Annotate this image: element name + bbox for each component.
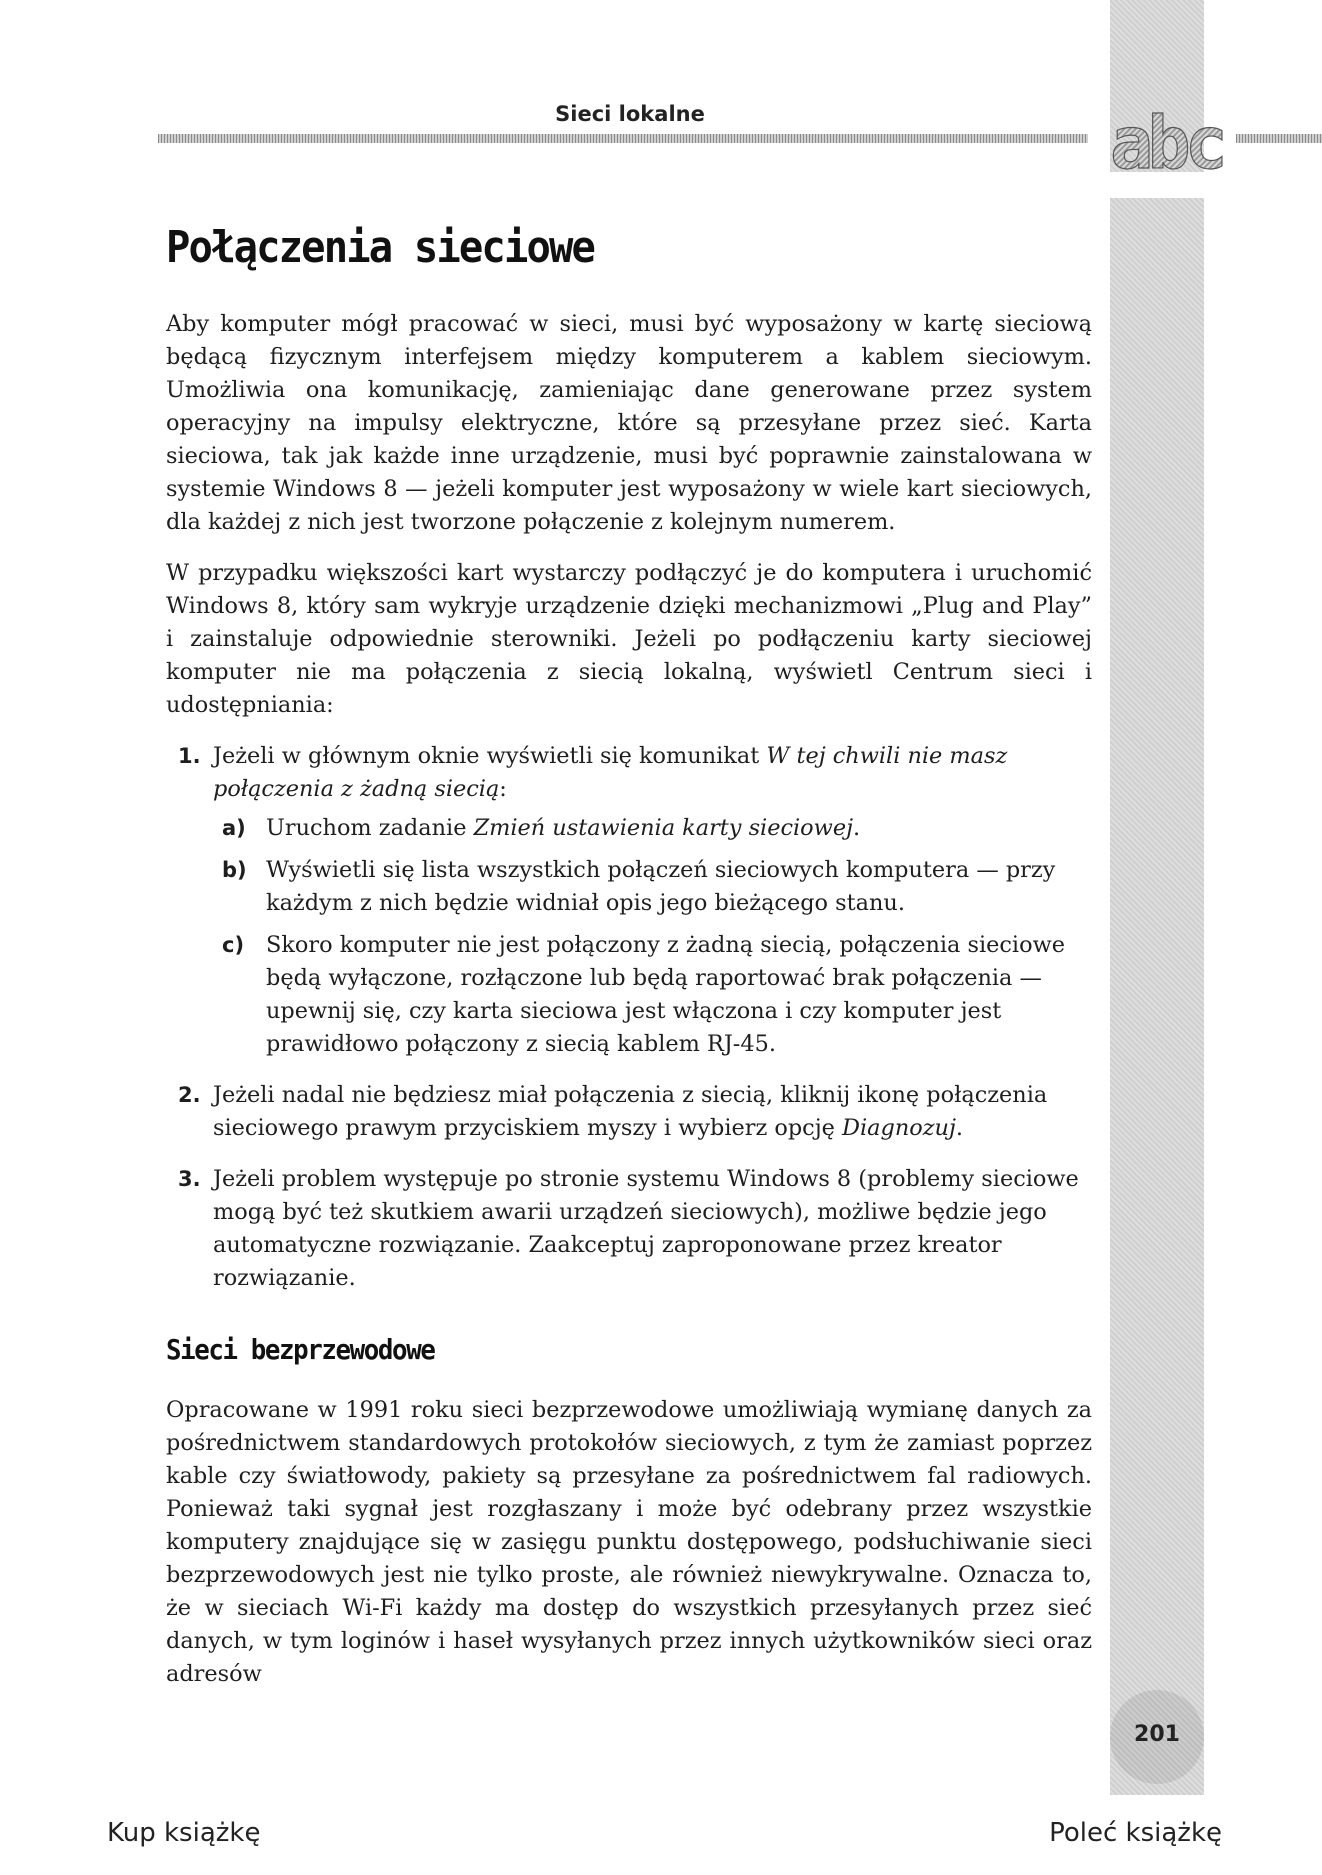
paragraph: W przypadku większości kart wystarczy podłączyć je do komputera i uruchomić Windows 8, który sam wykryje urządzenie dzięki mechanizmowi „Plug and Play” i zainstaluje odpowiednie sterowniki. Jeżeli po podłączeniu karty sieciowej komputer nie ma połączenia z siecią lokalną, wyświetl Centrum sieci i udostępniania: (166, 560, 1092, 718)
substep-item (213, 854, 1092, 920)
substep-letter: a) (222, 816, 246, 840)
paragraph: Aby komputer mógł pracować w sieci, musi być wyposażony w kartę sieciową będącą fizycznym interfejsem między komputerem a kablem sieciowym. Umożliwia ona komunikację, zamieniając dane generowane przez system operacyjny na impulsy elektryczne, które są przesyłane przez sieć. Karta sieciowa, tak jak każde inne urządzenie, musi być poprawnie zainstalowana w systemie Windows 8 — jeżeli komputer jest wyposażony w wiele kart sieciowych, dla każdej z nich jest tworzone połączenie z kolejnym numerem. (166, 311, 1092, 535)
substep-item (213, 812, 1092, 845)
chapter-title: Połączenia sieciowe (166, 222, 595, 273)
substep-item (213, 929, 1092, 1061)
step-message: W tej chwili nie masz połączenia z żadną siecią (213, 743, 1008, 802)
step-item (166, 1163, 1092, 1295)
header-rule-right (1236, 134, 1322, 143)
substep-letter: c) (222, 933, 245, 957)
main-content (166, 308, 1092, 1709)
step-number: 3. (178, 1167, 201, 1191)
substep-text: Skoro komputer nie jest połączony z żadną siecią, połączenia sieciowe będą wyłączone, rozłączone lub będą raportować brak połączenia — upewnij się, czy karta sieciowa jest włączona i czy komputer jest prawidłowo połączony z siecią kablem RJ-45. (266, 932, 1065, 1057)
substep-text: Wyświetli się lista wszystkich połączeń sieciowych komputera — przy każdym z nich będzie widniał opis jego bieżącego stanu. (266, 857, 1056, 916)
buy-book-link[interactable]: Kup książkę (107, 1818, 261, 1848)
abc-logo (1096, 88, 1236, 178)
step-text: Jeżeli problem występuje po stronie systemu Windows 8 (problemy sieciowe mogą być też skutkiem awarii urządzeń sieciowych), możliwe będzie jego automatyczne rozwiązanie. Zaakceptuj zaproponowane przez kreator rozwiązanie. (213, 1166, 1079, 1291)
steps-list (166, 740, 1092, 1295)
step-number: 2. (178, 1083, 201, 1107)
step-text: Jeżeli w głównym oknie wyświetli się komunikat (213, 743, 767, 769)
substep-text: Uruchom zadanie (266, 815, 474, 841)
paragraph: Opracowane w 1991 roku sieci bezprzewodowe umożliwiają wymianę danych za pośrednictwem standardowych protokołów sieciowych, z tym że zamiast poprzez kable czy światłowody, pakiety są przesyłane za pośrednictwem fal radiowych. Ponieważ taki sygnał jest rozgłaszany i może być odebrany przez wszystkie komputery znajdujące się w zasięgu punktu dostępowego, podsłuchiwanie sieci bezprzewodowych jest nie tylko proste, ale również niewykrywalne. Oznacza to, że w sieciach Wi-Fi każdy ma dostęp do wszystkich przesyłanych przez sieć danych, w tym loginów i haseł wysyłanych przez innych użytkowników sieci oraz adresów (166, 1397, 1092, 1687)
step-number: 1. (178, 744, 201, 768)
header-rule-left (158, 134, 1088, 143)
step-text: Jeżeli nadal nie będziesz miał połączenia z siecią, kliknij ikonę połączenia sieciowego prawym przyciskiem myszy i wybierz opcję (213, 1082, 1048, 1141)
substep-letter: b) (222, 858, 247, 882)
step-item (166, 1079, 1092, 1145)
substeps-list (213, 812, 1092, 1061)
recommend-book-link[interactable]: Poleć książkę (1049, 1818, 1222, 1848)
substep-task-name: Zmień ustawienia karty sieciowej (473, 815, 854, 841)
step-option-name: Diagnozuj (842, 1115, 956, 1141)
step-item (166, 740, 1092, 1061)
section-title: Sieci bezprzewodowe (166, 1333, 435, 1366)
page-number: 201 (1134, 1722, 1180, 1747)
substep-text-end: . (853, 815, 861, 841)
side-band (1110, 0, 1204, 1795)
running-head: Sieci lokalne (555, 102, 705, 126)
abc-logo-text: abc (1109, 101, 1223, 178)
step-text-end: : (499, 776, 507, 802)
step-text-end: . (955, 1115, 964, 1141)
